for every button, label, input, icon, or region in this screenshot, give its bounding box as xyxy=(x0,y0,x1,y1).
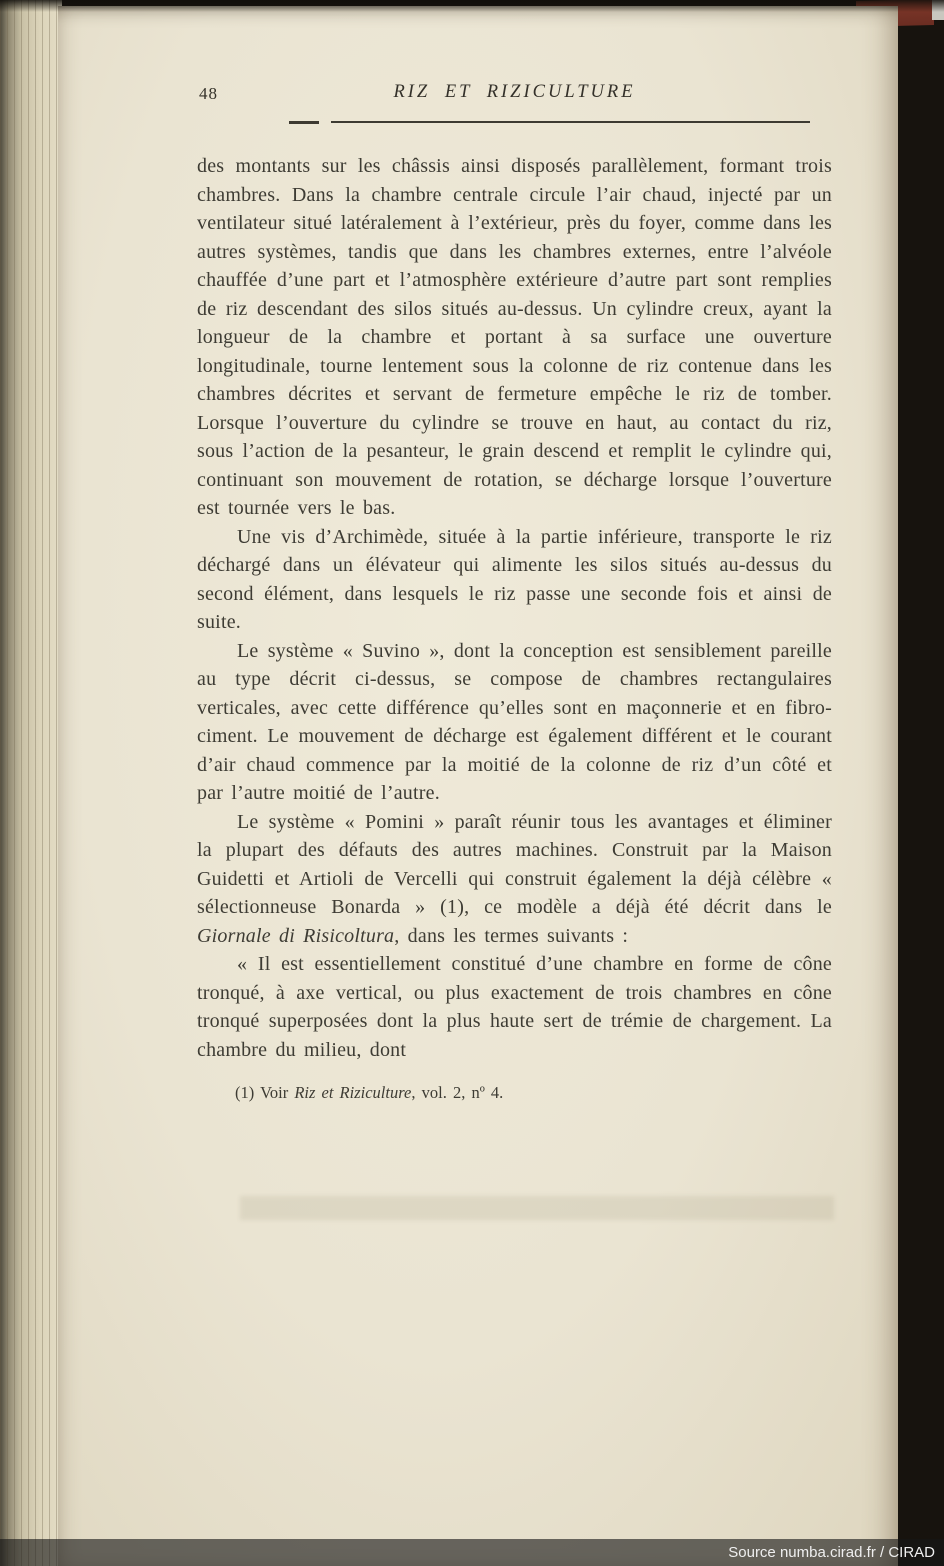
paragraph-5 xyxy=(197,950,832,1064)
paragraph-text: Une vis d’Archimède, située à la partie inférieure, transporte le riz déchargé dans un élévateur qui alimente les silos situés au-dessus du second élément, dans lesquels le riz passe une seconde fois et ainsi de suite. xyxy=(197,525,832,633)
book-cover-edge xyxy=(898,0,944,1566)
paragraph-2 xyxy=(197,523,832,637)
source-attribution-bar xyxy=(0,1539,944,1566)
running-title: RIZ ET RIZICULTURE xyxy=(393,82,636,102)
source-text: Source numba.cirad.fr / CIRAD xyxy=(728,1544,935,1561)
page-stack-edge xyxy=(0,0,62,1566)
footnote-text: (1) Voir xyxy=(235,1083,295,1102)
top-edge-shadow xyxy=(0,0,944,12)
paragraph-text: Le système « Pomini » paraît réunir tous les avantages et éliminer la plupart des défauts des autres machines. Construit par la Maison Guidetti et Artioli de Vercelli qui construit également la déjà célèbre « sélectionneuse Bonarda » (1), ce modèle a déjà été décrit dans le xyxy=(197,810,832,918)
footnote xyxy=(197,1082,832,1104)
paragraph-text: des montants sur les châssis ainsi disposés parallèlement, formant trois chambres. Dans la chambre centrale circule l’air chaud, injecté par un ventilateur situé latéralement à l’extérieur, près du foyer, comme dans les autres systèmes, tandis que dans les chambres externes, entre l’alvéole chauffée d’une part et l’atmosphère extérieure d’autre part sont remplies de riz descendant des silos situés au-dessus. Un cylindre creux, ayant la longueur de la chambre et portant à sa surface une ouverture longitudinale, tourne lentement sous la colonne de riz contenue dans les chambres décrites et servant de fermeture empêche le riz de tomber. Lorsque l’ouverture du cylindre se trouve en haut, au contact du riz, sous l’action de la pesanteur, le grain descend et remplit le cylindre qui, continuant son mouvement de rotation, se décharge lorsque l’ouverture est tournée vers le bas. xyxy=(197,155,832,519)
page-header xyxy=(197,82,832,108)
paragraph-3 xyxy=(197,637,832,808)
paragraph-4 xyxy=(197,808,832,951)
page-number: 48 xyxy=(199,84,218,103)
footnote-text: , vol. 2, nº 4. xyxy=(411,1083,504,1102)
header-rule-short xyxy=(289,121,319,124)
footnote-journal-italic: Riz et Riziculture xyxy=(294,1083,412,1102)
header-rule-long xyxy=(331,121,810,123)
body-text xyxy=(197,152,832,1064)
journal-title-italic: Giornale di Risicoltura xyxy=(197,924,395,947)
paragraph-1 xyxy=(197,152,832,523)
book-page xyxy=(58,6,898,1566)
paragraph-text: , dans les termes suivants : xyxy=(394,924,629,947)
header-rule xyxy=(197,121,832,125)
paragraph-text: « Il est essentiellement constitué d’une chambre en forme de cône tronqué, à axe vertical, ou plus exactement de trois chambres en cône tronqué superposées dont la plus haute sert de trémie de chargement. La chambre du milieu, dont xyxy=(197,953,832,1061)
paragraph-text: Le système « Suvino », dont la conception est sensiblement pareille au type décrit ci-dessus, se compose de chambres rectangulaires verticales, avec cette différence qu’elles sont en maçonnerie et en fibro-ciment. Le mouvement de décharge est également différent et le courant d’air chaud commence par la moitié de la colonne de riz d’un côté et par l’autre moitié de l’autre. xyxy=(197,639,832,804)
show-through-shadow xyxy=(240,1196,834,1220)
